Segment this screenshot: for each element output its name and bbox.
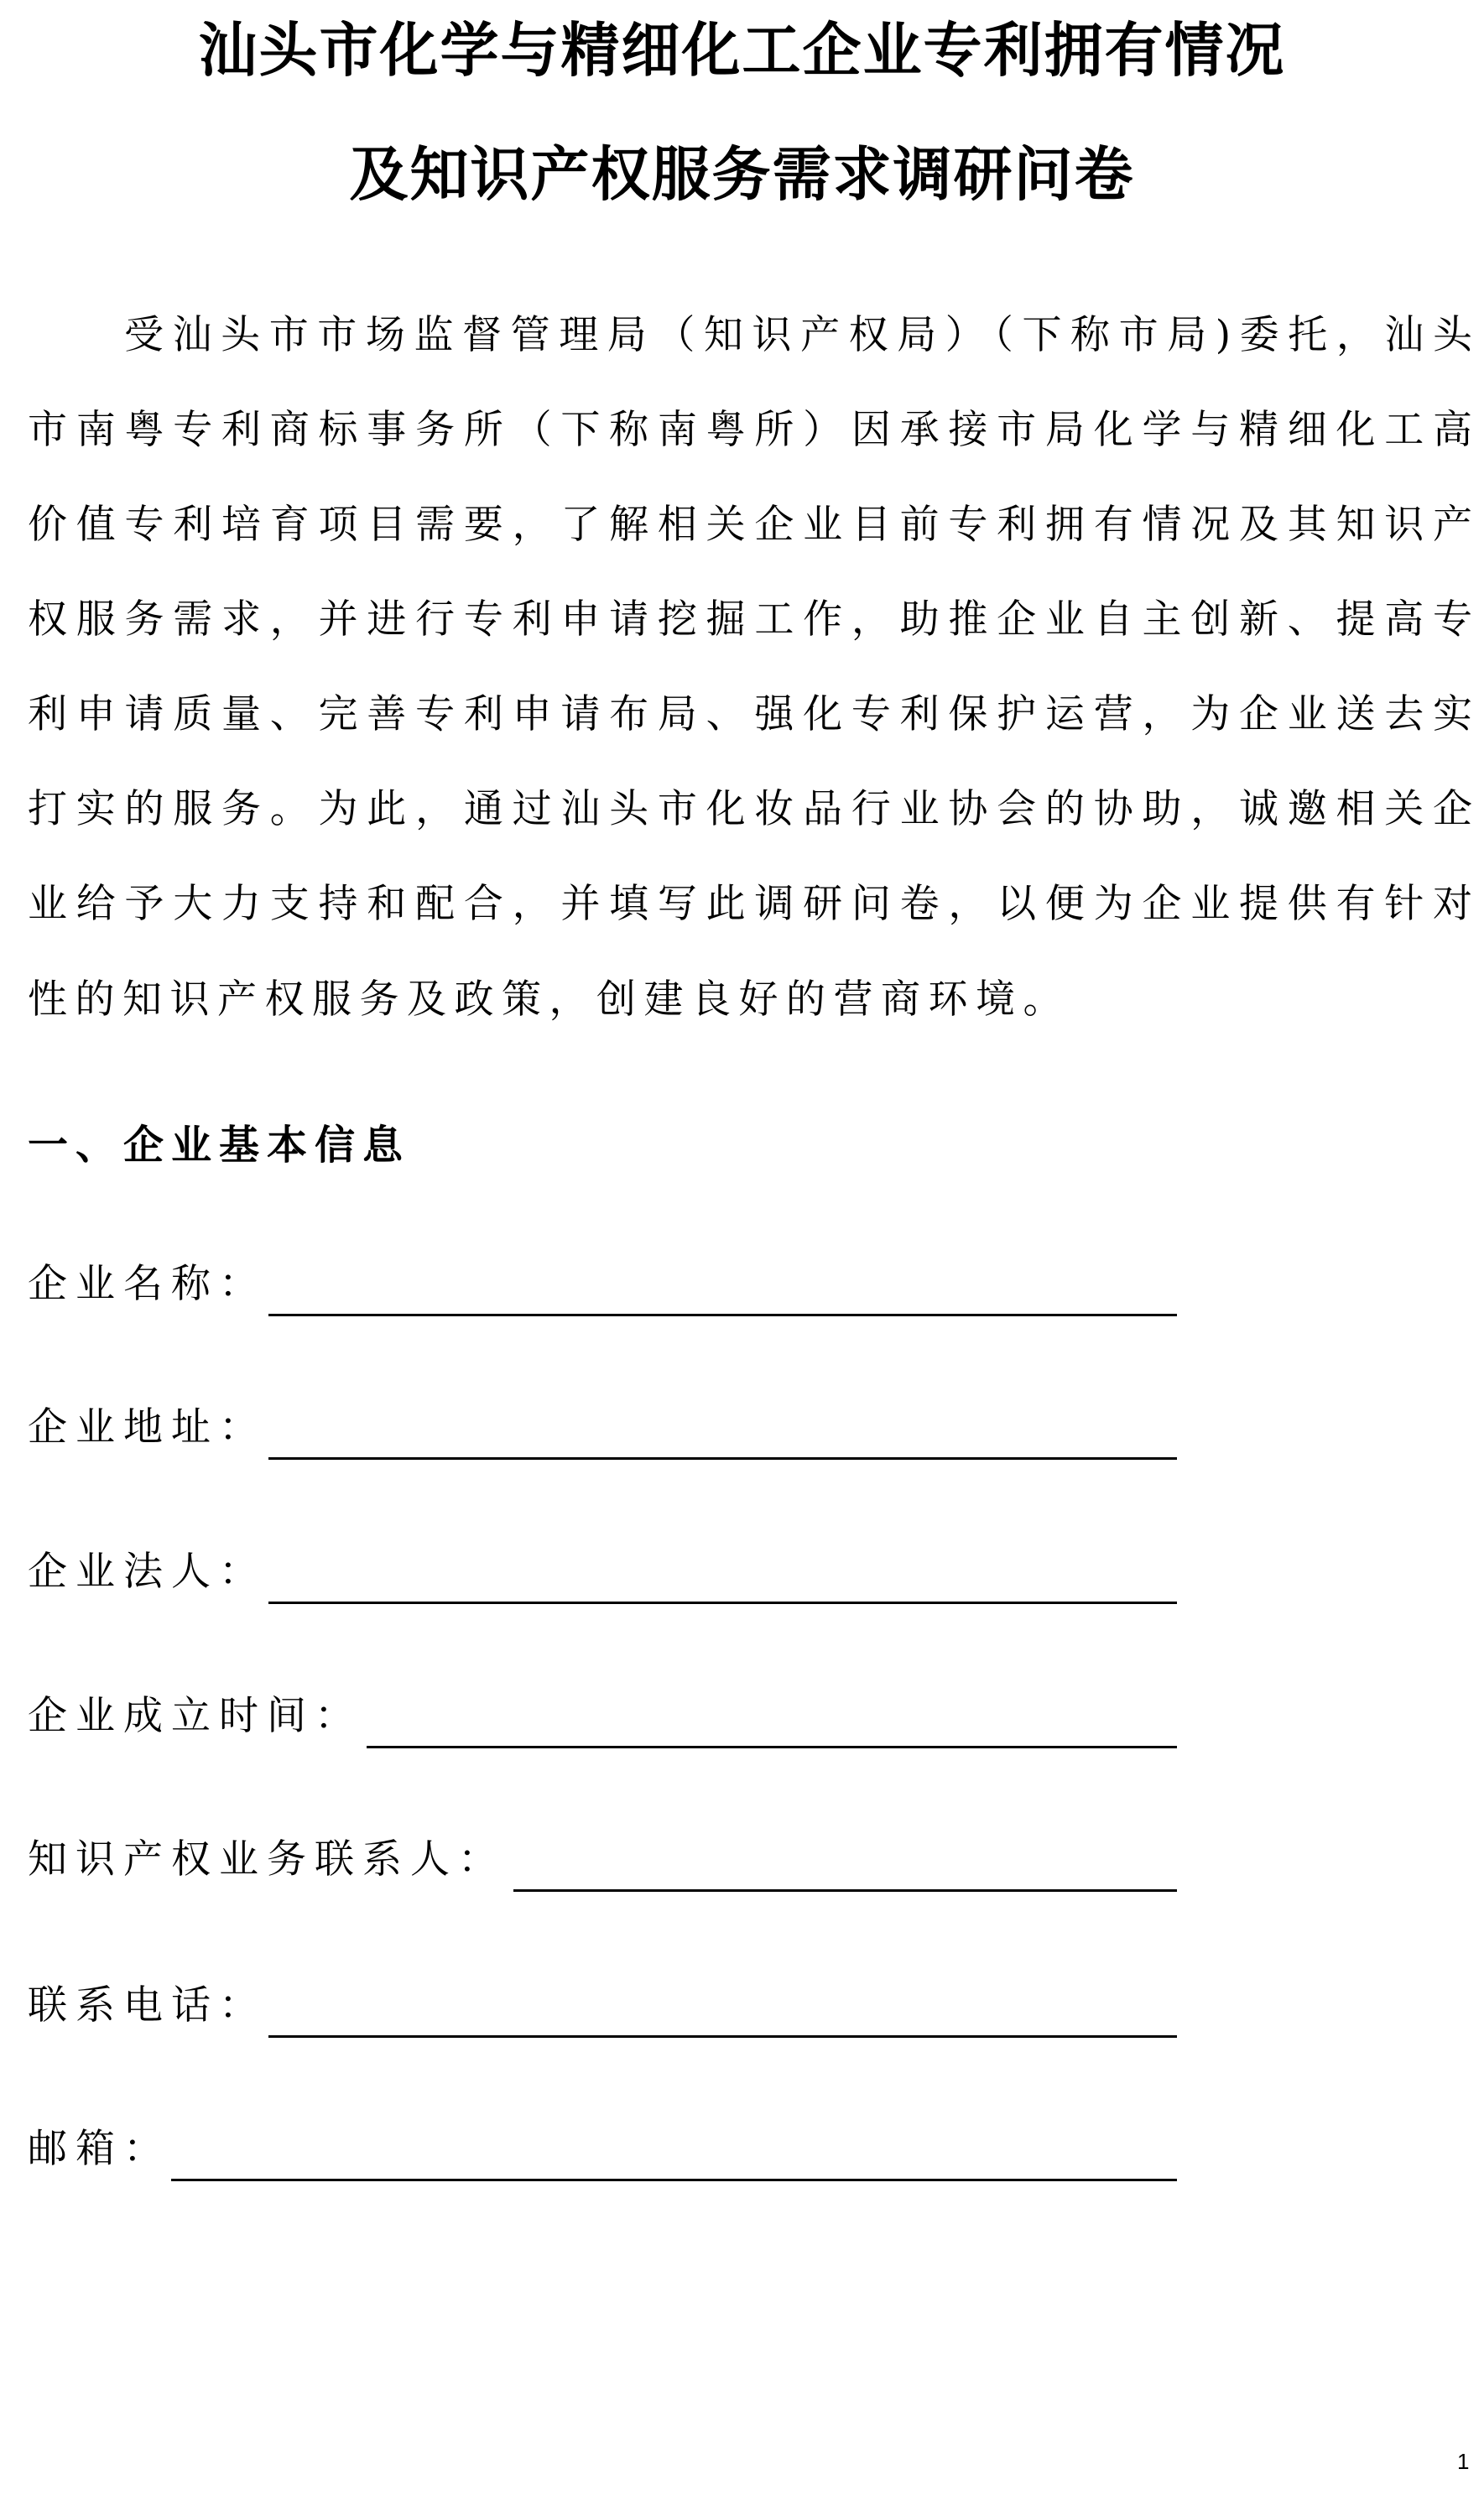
field-label: 企业名称： (28, 1261, 267, 1307)
field-established-date (28, 1673, 1177, 1748)
field-label: 企业法人： (28, 1549, 267, 1595)
intro-line: 打实的服务。为此，通过汕头市化妆品行业协会的协助，诚邀相关企 (28, 786, 1472, 832)
ip-contact-input-line[interactable] (513, 1889, 1177, 1892)
field-company-address (28, 1384, 1177, 1460)
intro-line: 性的知识产权服务及政策，创建良好的营商环境。 (28, 977, 1070, 1023)
document-title-line-2: 及知识产权服务需求调研问卷 (349, 139, 1135, 209)
field-phone (28, 1962, 1177, 2038)
page-number: 1 (1457, 2449, 1470, 2474)
established-date-input-line[interactable] (367, 1746, 1177, 1748)
field-email (28, 2106, 1177, 2181)
company-address-input-line[interactable] (268, 1457, 1177, 1460)
field-label: 企业成立时间： (28, 1693, 362, 1739)
intro-line: 利申请质量、完善专利申请布局、强化专利保护运营，为企业送去实 (28, 691, 1472, 737)
field-company-name (28, 1241, 1177, 1316)
legal-representative-input-line[interactable] (268, 1602, 1177, 1604)
intro-line: 受汕头市市场监督管理局（知识产权局）（下称市局)委托，汕头 (124, 312, 1472, 358)
intro-line: 价值专利培育项目需要，了解相关企业目前专利拥有情况及其知识产 (28, 502, 1472, 548)
field-label: 企业地址： (28, 1404, 267, 1451)
intro-line: 市南粤专利商标事务所（下称南粤所）因承接市局化学与精细化工高 (28, 407, 1472, 453)
field-legal-representative (28, 1529, 1177, 1604)
field-ip-contact (28, 1816, 1177, 1892)
intro-line: 业给予大力支持和配合，并填写此调研问卷，以便为企业提供有针对 (28, 881, 1472, 927)
company-name-input-line[interactable] (268, 1314, 1177, 1316)
field-label: 联系电话： (28, 1982, 267, 2029)
email-input-line[interactable] (171, 2179, 1177, 2181)
intro-line: 权服务需求，并进行专利申请挖掘工作，助推企业自主创新、提高专 (28, 596, 1472, 643)
field-label: 邮箱： (28, 2126, 171, 2172)
document-title-line-1: 汕头市化学与精细化工企业专利拥有情况 (198, 15, 1286, 85)
section-heading-basic-info: 一、企业基本信息 (28, 1122, 411, 1169)
field-label: 知识产权业务联系人： (28, 1836, 506, 1883)
phone-input-line[interactable] (268, 2035, 1177, 2038)
